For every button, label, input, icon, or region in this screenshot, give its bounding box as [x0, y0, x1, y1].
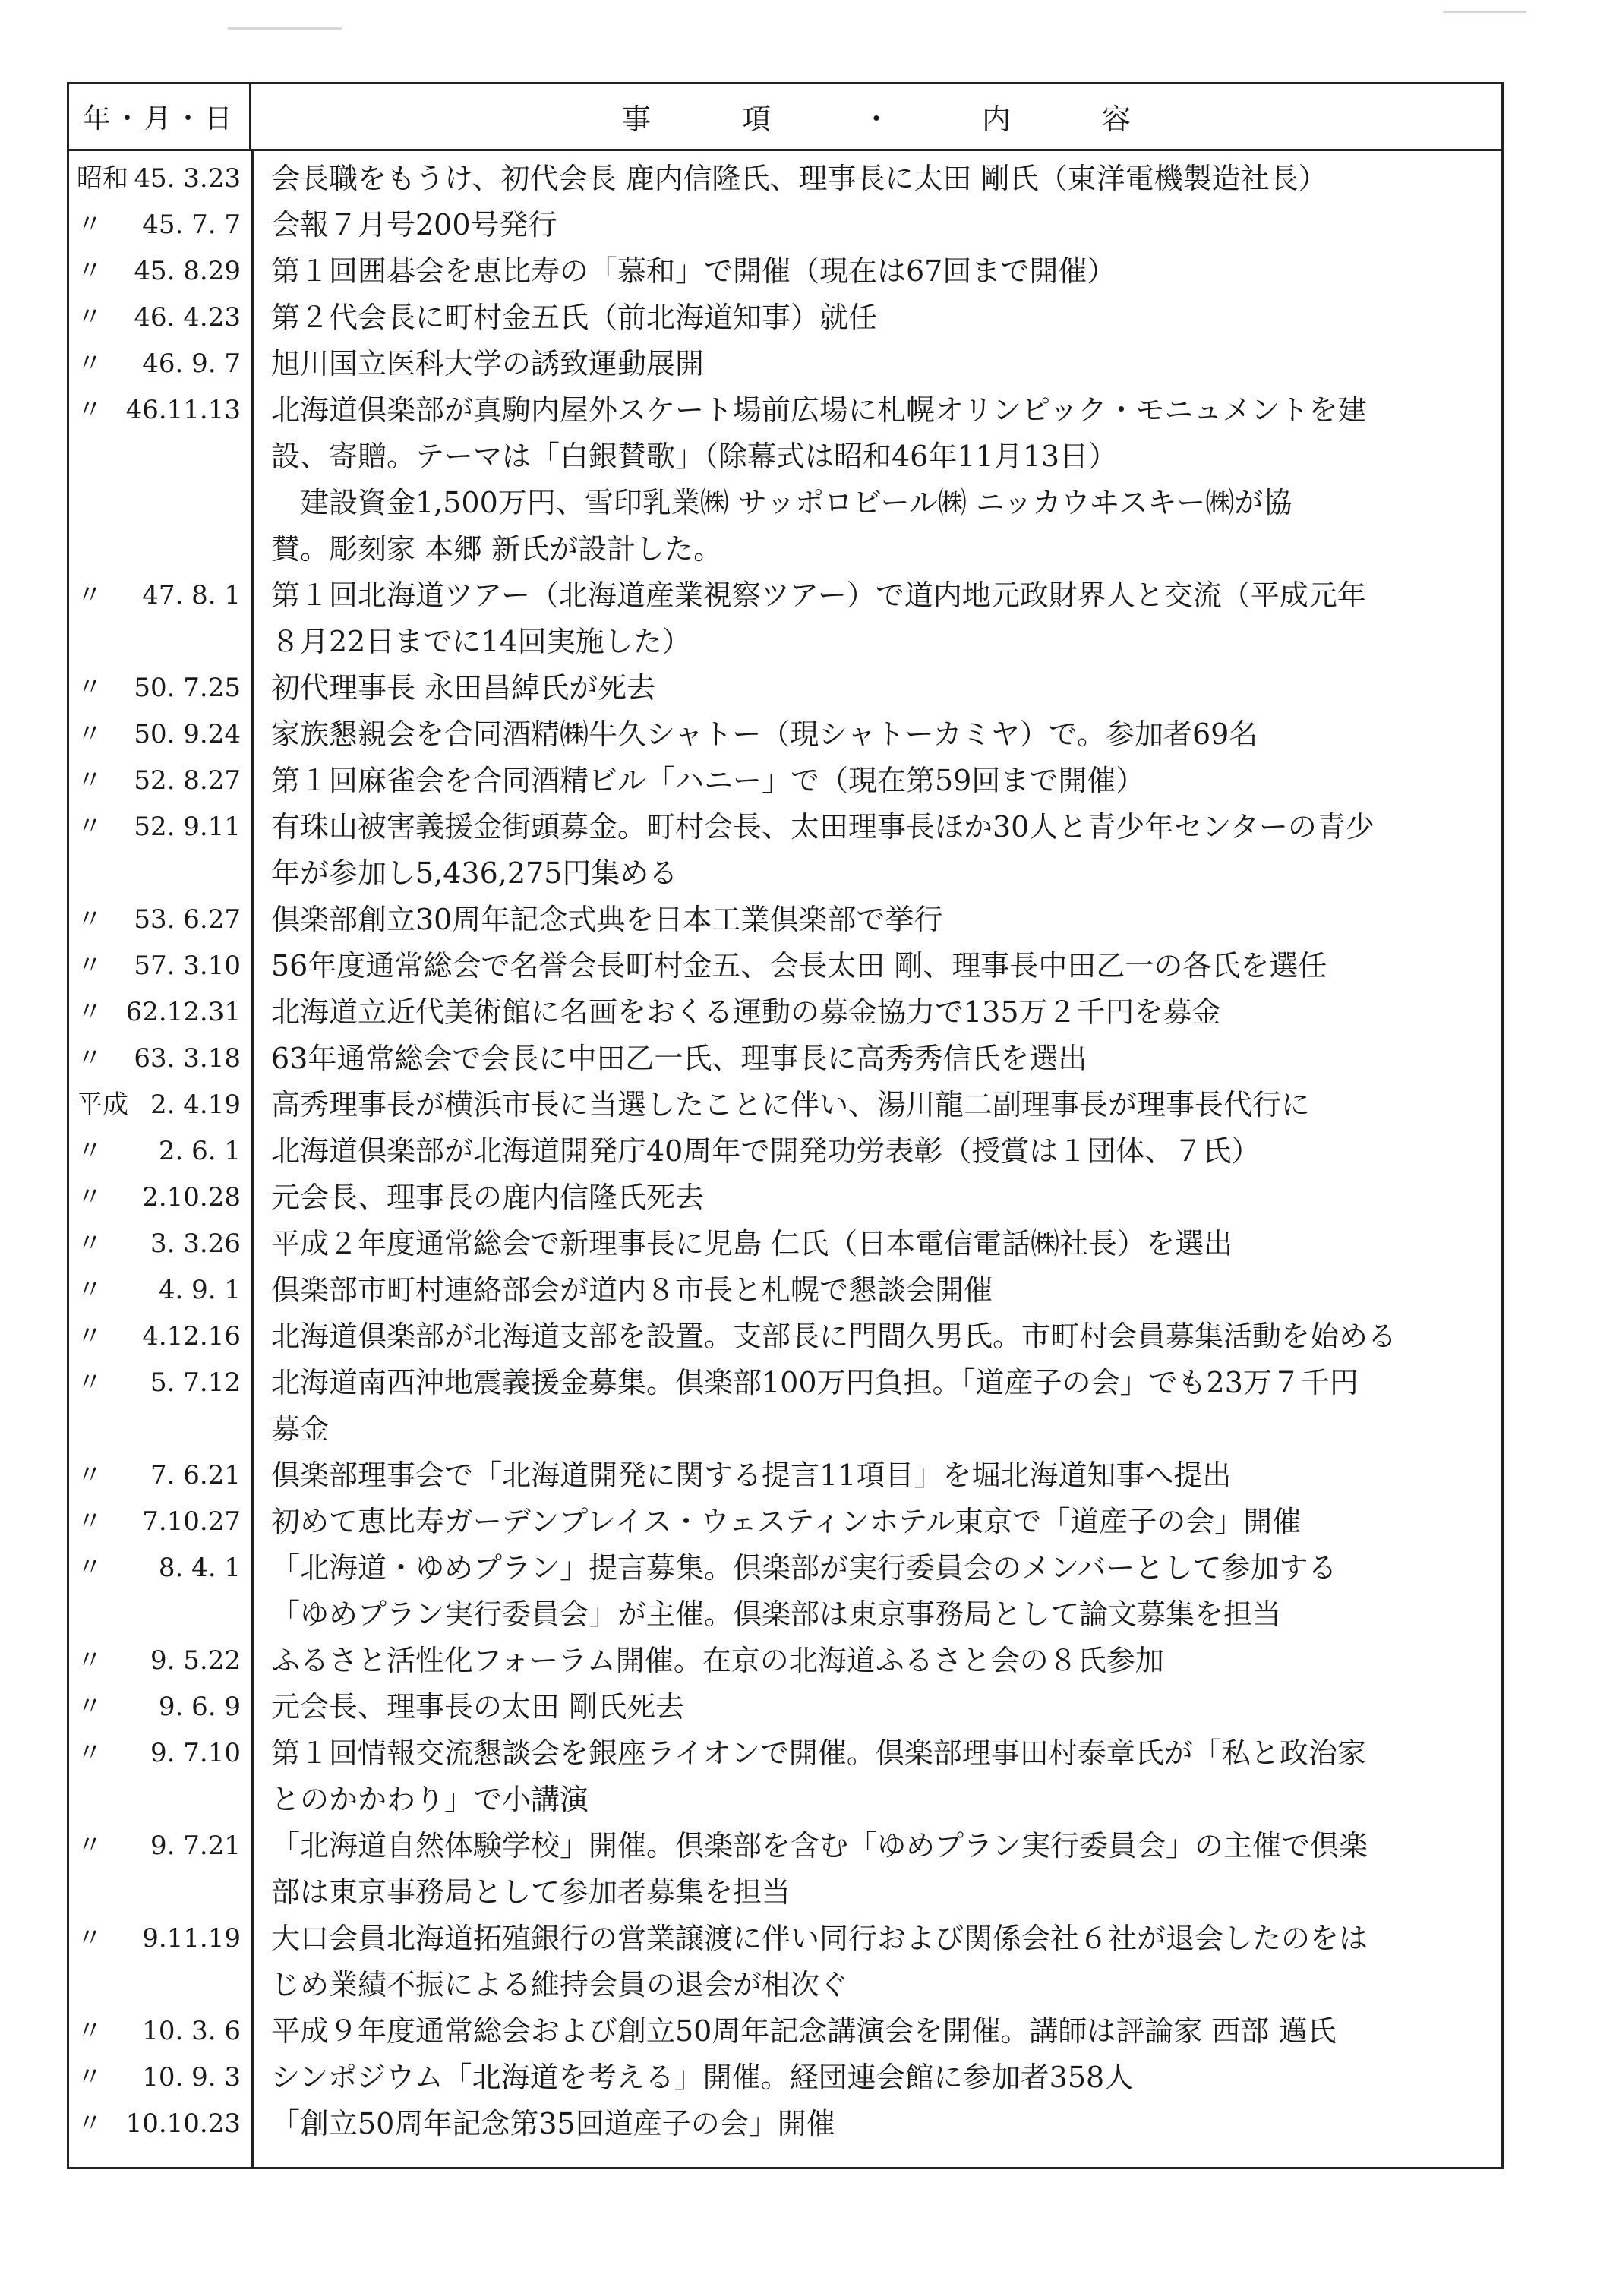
content-line: 会長職をもうけ、初代会長 鹿内信隆氏、理事長に太田 剛氏（東洋電機製造社長） [271, 162, 1327, 195]
table-row [69, 1545, 1501, 1638]
table-row [69, 295, 1501, 341]
content-cell [251, 1499, 1501, 1545]
content-line: 56年度通常総会で名誉会長町村金五、会長太田 剛、理事長中田乙一の各氏を選任 [271, 949, 1327, 982]
era-label: 〃 [77, 1923, 103, 1954]
content-line: 北海道倶楽部が北海道支部を設置。支部長に門間久男氏。市町村会員募集活動を始める [271, 1320, 1397, 1353]
era-label: 平成 [77, 1090, 128, 1120]
date-cell [69, 1267, 251, 1314]
date-value: 9. 7.21 [150, 1831, 241, 1861]
content-cell [251, 1730, 1501, 1823]
content-line: 初めて恵比寿ガーデンプレイス・ウェスティンホテル東京で「道産子の会」開催 [271, 1505, 1302, 1538]
table-row [69, 804, 1501, 897]
date-cell [69, 2055, 251, 2101]
table-header [69, 84, 1501, 151]
content-cell [251, 665, 1501, 711]
content-line: 「北海道自然体験学校」開催。倶楽部を含む「ゆめプラン実行委員会」の主催で倶楽 [271, 1829, 1368, 1862]
content-cell [251, 1221, 1501, 1267]
table-row [69, 1730, 1501, 1823]
header-date: 年・月・日 [69, 84, 251, 149]
date-value: 62.12.31 [125, 997, 241, 1027]
content-line: 北海道倶楽部が真駒内屋外スケート場前広場に札幌オリンピック・モニュメントを建 [271, 393, 1367, 427]
content-cell [251, 1545, 1501, 1638]
content-line: ふるさと活性化フォーラム開催。在京の北海道ふるさと会の８氏参加 [271, 1644, 1164, 1677]
scan-mark-top-right [1443, 11, 1526, 13]
content-line: 旭川国立医科大学の誘致運動展開 [271, 347, 705, 380]
date-value: 2. 6. 1 [158, 1136, 241, 1166]
content-cell [251, 1128, 1501, 1175]
date-value: 47. 8. 1 [142, 580, 241, 610]
date-value: 7.10.27 [142, 1506, 241, 1537]
date-cell [69, 387, 251, 572]
date-cell [69, 1545, 251, 1638]
date-cell [69, 1360, 251, 1452]
content-line: 北海道南西沖地震義援金募集。倶楽部100万円負担。「道産子の会」でも23万７千円 [271, 1366, 1359, 1399]
date-cell [69, 295, 251, 341]
era-label: 昭和 [77, 163, 128, 194]
date-value: 50. 9.24 [134, 719, 241, 749]
content-line: 募金 [271, 1412, 330, 1446]
date-value: 10. 9. 3 [142, 2062, 241, 2093]
era-label: 〃 [77, 1831, 103, 1861]
table-row [69, 2008, 1501, 2055]
content-line: 第１回北海道ツアー（北海道産業視察ツアー）で道内地元政財界人と交流（平成元年 [271, 579, 1366, 612]
table-row [69, 989, 1501, 1036]
era-label: 〃 [77, 1460, 103, 1490]
content-line: 第１回麻雀会を合同酒精ビル「ハニー」で（現在第59回まで開催） [271, 764, 1145, 797]
content-cell [251, 1684, 1501, 1730]
content-line: 北海道倶楽部が北海道開発庁40周年で開発功労表彰（授賞は１団体、７氏） [271, 1134, 1261, 1168]
date-value: 52. 9.11 [134, 812, 241, 842]
content-cell [251, 295, 1501, 341]
table-row [69, 1036, 1501, 1082]
date-value: 3. 3.26 [150, 1228, 241, 1259]
content-line: 「ゆめプラン実行委員会」が主催。倶楽部は東京事務局として論文募集を担当 [271, 1597, 1282, 1631]
era-label: 〃 [77, 1321, 103, 1351]
content-cell [251, 1452, 1501, 1499]
content-cell [251, 572, 1501, 665]
date-cell [69, 572, 251, 665]
era-label: 〃 [77, 395, 103, 425]
content-line: 建設資金1,500万円、雪印乳業㈱ サッポロビール㈱ ニッカウヰスキー㈱が協 [271, 486, 1292, 519]
date-value: 2. 4.19 [150, 1090, 241, 1120]
date-value: 57. 3.10 [134, 951, 241, 981]
date-cell [69, 758, 251, 804]
era-label: 〃 [77, 1645, 103, 1676]
content-line: じめ業績不振による維持会員の退会が相次ぐ [271, 1968, 849, 2001]
era-label: 〃 [77, 348, 103, 379]
era-label: 〃 [77, 1506, 103, 1537]
content-line: 平成９年度通常総会および創立50周年記念講演会を開催。講師は評論家 西部 邁氏 [271, 2014, 1337, 2048]
table-row [69, 1082, 1501, 1128]
date-value: 50. 7.25 [134, 673, 241, 703]
date-value: 9. 7.10 [150, 1738, 241, 1768]
content-line: 部は東京事務局として参加者募集を担当 [271, 1875, 791, 1909]
date-value: 45. 7. 7 [142, 210, 241, 240]
content-cell [251, 1314, 1501, 1360]
table-row [69, 665, 1501, 711]
era-label: 〃 [77, 1228, 103, 1259]
date-cell [69, 1314, 251, 1360]
date-cell [69, 943, 251, 989]
table-row [69, 202, 1501, 248]
date-value: 9. 5.22 [150, 1645, 241, 1676]
era-label: 〃 [77, 1275, 103, 1305]
content-line: 平成２年度通常総会で新理事長に児島 仁氏（日本電信電話㈱社長）を選出 [271, 1227, 1233, 1260]
content-line: 賛。彫刻家 本郷 新氏が設計した。 [271, 532, 723, 566]
date-value: 10. 3. 6 [142, 2016, 241, 2046]
date-cell [69, 1916, 251, 2008]
table-row [69, 2101, 1501, 2147]
content-line: 「北海道・ゆめプラン」提言募集。倶楽部が実行委員会のメンバーとして参加する [271, 1551, 1337, 1585]
era-label: 〃 [77, 1738, 103, 1768]
date-value: 2.10.28 [142, 1182, 241, 1213]
table-row [69, 1916, 1501, 2008]
content-line: 第１回囲碁会を恵比寿の「慕和」で開催（現在は67回まで開催） [271, 254, 1116, 288]
content-line: 有珠山被害義援金街頭募金。町村会長、太田理事長ほか30人と青少年センターの青少 [271, 810, 1375, 844]
date-value: 46. 4.23 [134, 302, 241, 333]
content-line: 倶楽部創立30周年記念式典を日本工業倶楽部で挙行 [271, 903, 943, 936]
content-cell [251, 248, 1501, 295]
chronology-table [67, 82, 1504, 2169]
content-cell [251, 1823, 1501, 1916]
date-cell [69, 1638, 251, 1684]
date-value: 9. 6. 9 [158, 1692, 241, 1722]
era-label: 〃 [77, 997, 103, 1027]
era-label: 〃 [77, 1367, 103, 1398]
date-cell [69, 897, 251, 943]
date-cell [69, 665, 251, 711]
date-cell [69, 1452, 251, 1499]
content-cell [251, 943, 1501, 989]
date-cell [69, 2101, 251, 2147]
table-row [69, 1128, 1501, 1175]
table-row [69, 156, 1501, 202]
content-cell [251, 711, 1501, 758]
era-label: 〃 [77, 904, 103, 935]
table-row [69, 572, 1501, 665]
era-label: 〃 [77, 256, 103, 286]
content-line: 元会長、理事長の太田 剛氏死去 [271, 1690, 685, 1724]
content-line: シンポジウム「北海道を考える」開催。経団連会館に参加者358人 [271, 2061, 1134, 2094]
content-cell [251, 1175, 1501, 1221]
date-value: 52. 8.27 [134, 765, 241, 796]
content-line: 初代理事長 永田昌綽氏が死去 [271, 671, 656, 705]
era-label: 〃 [77, 2016, 103, 2046]
date-cell [69, 1221, 251, 1267]
era-label: 〃 [77, 673, 103, 703]
table-row [69, 2055, 1501, 2101]
content-line: 年が参加し5,436,275円集める [271, 856, 678, 890]
date-cell [69, 248, 251, 295]
table-row [69, 711, 1501, 758]
table-row [69, 758, 1501, 804]
date-value: 5. 7.12 [150, 1367, 241, 1398]
era-label: 〃 [77, 2062, 103, 2093]
date-cell [69, 156, 251, 202]
table-row [69, 248, 1501, 295]
era-label: 〃 [77, 1043, 103, 1074]
table-row [69, 943, 1501, 989]
content-line: 「創立50周年記念第35回道産子の会」開催 [271, 2107, 835, 2140]
content-cell [251, 2101, 1501, 2147]
table-row [69, 1499, 1501, 1545]
table-row [69, 1360, 1501, 1452]
date-value: 45. 3.23 [134, 163, 241, 194]
content-cell [251, 1082, 1501, 1128]
date-cell [69, 202, 251, 248]
date-cell [69, 1823, 251, 1916]
era-label: 〃 [77, 302, 103, 333]
date-value: 45. 8.29 [134, 256, 241, 286]
content-line: 大口会員北海道拓殖銀行の営業譲渡に伴い同行および関係会社６社が退会したのをは [271, 1922, 1368, 1955]
era-label: 〃 [77, 1136, 103, 1166]
era-label: 〃 [77, 812, 103, 842]
date-value: 53. 6.27 [134, 904, 241, 935]
date-cell [69, 1730, 251, 1823]
content-line: とのかかわり」で小講演 [271, 1783, 589, 1816]
table-row [69, 1823, 1501, 1916]
scan-mark-top-left [228, 27, 342, 30]
date-cell [69, 989, 251, 1036]
date-cell [69, 1128, 251, 1175]
era-label: 〃 [77, 765, 103, 796]
content-line: 家族懇親会を合同酒精㈱牛久シャトー（現シャトーカミヤ）で。参加者69名 [271, 718, 1258, 751]
date-value: 10.10.23 [125, 2108, 241, 2139]
date-cell [69, 1175, 251, 1221]
era-label: 〃 [77, 719, 103, 749]
table-row [69, 1314, 1501, 1360]
content-cell [251, 1360, 1501, 1452]
era-label: 〃 [77, 951, 103, 981]
date-value: 8. 4. 1 [158, 1553, 241, 1583]
era-label: 〃 [77, 2108, 103, 2139]
content-cell [251, 1267, 1501, 1314]
date-cell [69, 1082, 251, 1128]
date-cell [69, 1036, 251, 1082]
date-cell [69, 2008, 251, 2055]
date-cell [69, 1684, 251, 1730]
date-cell [69, 711, 251, 758]
content-cell [251, 804, 1501, 897]
table-row [69, 1267, 1501, 1314]
era-label: 〃 [77, 210, 103, 240]
content-line: 第１回情報交流懇談会を銀座ライオンで開催。倶楽部理事田村泰章氏が「私と政治家 [271, 1736, 1366, 1770]
content-line: 第２代会長に町村金五氏（前北海道知事）就任 [271, 301, 878, 334]
content-cell [251, 1036, 1501, 1082]
content-line: ８月22日までに14回実施した） [271, 625, 691, 658]
content-cell [251, 341, 1501, 387]
table-row [69, 387, 1501, 572]
content-cell [251, 202, 1501, 248]
date-value: 4.12.16 [142, 1321, 241, 1351]
era-label: 〃 [77, 1553, 103, 1583]
date-value: 7. 6.21 [150, 1460, 241, 1490]
era-label: 〃 [77, 1692, 103, 1722]
content-line: 倶楽部市町村連絡部会が道内８市長と札幌で懇談会開催 [271, 1273, 993, 1307]
era-label: 〃 [77, 1182, 103, 1213]
table-row [69, 1638, 1501, 1684]
content-cell [251, 758, 1501, 804]
content-cell [251, 1638, 1501, 1684]
era-label: 〃 [77, 580, 103, 610]
table-row [69, 1221, 1501, 1267]
content-line: 北海道立近代美術館に名画をおくる運動の募金協力で135万２千円を募金 [271, 995, 1221, 1029]
date-value: 46.11.13 [125, 395, 241, 425]
date-value: 63. 3.18 [134, 1043, 241, 1074]
date-value: 4. 9. 1 [158, 1275, 241, 1305]
content-cell [251, 156, 1501, 202]
date-cell [69, 1499, 251, 1545]
date-cell [69, 804, 251, 897]
table-row [69, 897, 1501, 943]
content-line: 63年通常総会で会長に中田乙一氏、理事長に高秀秀信氏を選出 [271, 1042, 1087, 1075]
date-value: 46. 9. 7 [142, 348, 241, 379]
content-cell [251, 2008, 1501, 2055]
date-value: 9.11.19 [142, 1923, 241, 1954]
date-cell [69, 341, 251, 387]
content-cell [251, 989, 1501, 1036]
header-content: 事項・内容 [621, 102, 1222, 136]
table-row [69, 341, 1501, 387]
content-line: 会報７月号200号発行 [271, 208, 557, 241]
content-cell [251, 1916, 1501, 2008]
content-cell [251, 2055, 1501, 2101]
table-body [69, 151, 1501, 2167]
content-line: 設、寄贈。テーマは「白銀賛歌」（除幕式は昭和46年11月13日） [271, 440, 1118, 473]
content-cell [251, 897, 1501, 943]
content-line: 倶楽部理事会で「北海道開発に関する提言11項目」を堀北海道知事へ提出 [271, 1459, 1232, 1492]
content-cell [251, 387, 1501, 572]
table-row [69, 1175, 1501, 1221]
content-line: 高秀理事長が横浜市長に当選したことに伴い、湯川龍二副理事長が理事長代行に [271, 1088, 1311, 1121]
table-row [69, 1452, 1501, 1499]
content-line: 元会長、理事長の鹿内信隆氏死去 [271, 1181, 705, 1214]
table-row [69, 1684, 1501, 1730]
